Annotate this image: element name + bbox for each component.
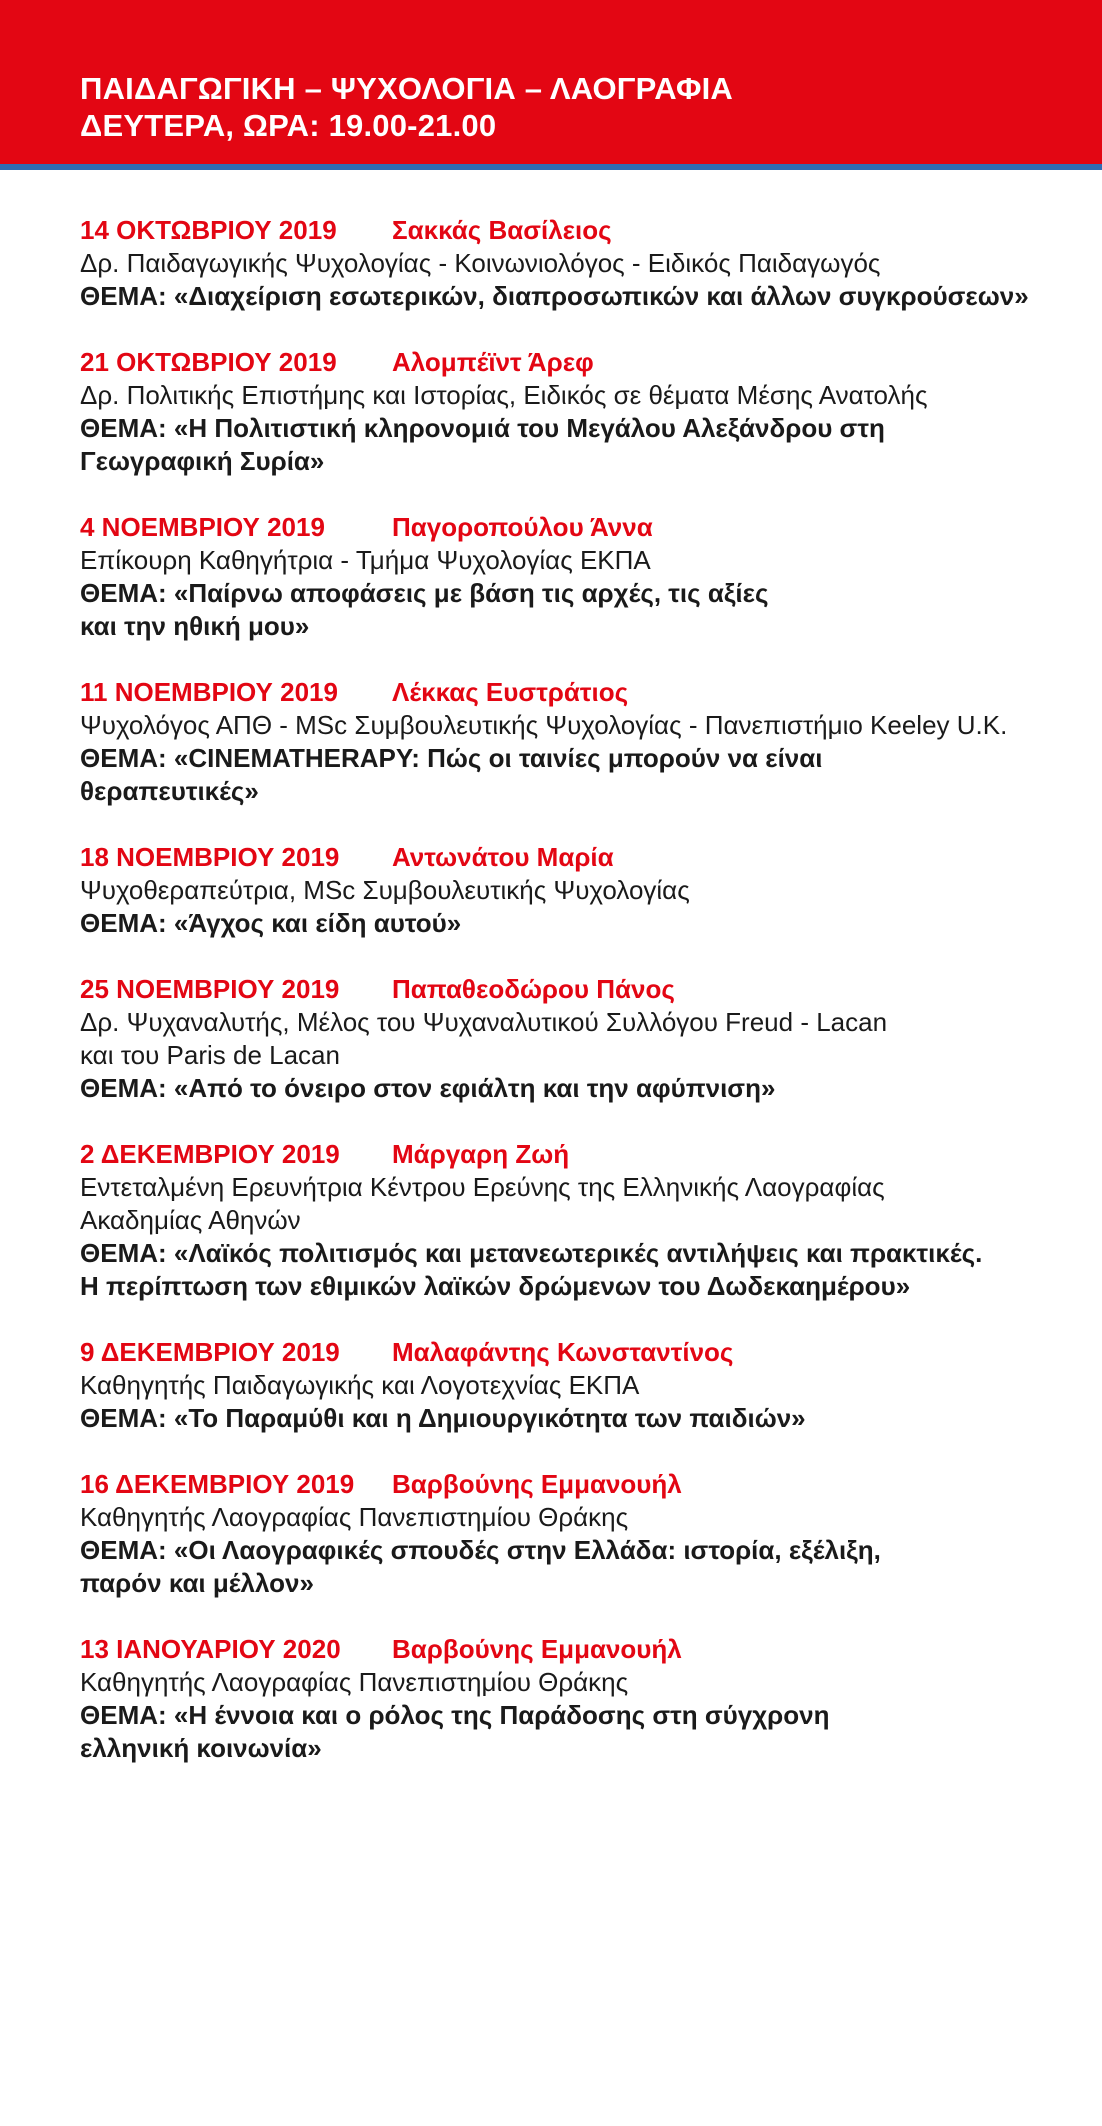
speaker-credentials: Καθηγητής Παιδαγωγικής και Λογοτεχνίας ΕΚΠΑ <box>80 1370 640 1400</box>
event-heading <box>80 1468 1080 1501</box>
speaker-credentials: Δρ. Παιδαγωγικής Ψυχολογίας - Κοινωνιολόγος - Ειδικός Παιδαγωγός <box>80 248 881 278</box>
speaker-credentials: Δρ. Ψυχαναλυτής, Μέλος του Ψυχαναλυτικού Συλλόγου Freud - Lacan <box>80 1007 888 1037</box>
event-topic: και την ηθική μου» <box>80 611 310 641</box>
event-heading <box>80 1336 1080 1369</box>
schedule-text: ΔΕΥΤΕΡΑ, ΩΡΑ: 19.00-21.00 <box>80 108 497 143</box>
event-item <box>80 346 1080 478</box>
event-date: 2 ΔΕΚΕΜΒΡΙΟΥ 2019 <box>80 1139 340 1169</box>
speaker-credentials: και του Paris de Lacan <box>80 1040 340 1070</box>
event-topic: ΘΕΜΑ: «Λαϊκός πολιτισμός και μετανεωτερικές αντιλήψεις και πρακτικές. <box>80 1238 983 1268</box>
event-topic: Γεωγραφική Συρία» <box>80 446 325 476</box>
event-date: 9 ΔΕΚΕΜΒΡΙΟΥ 2019 <box>80 1337 340 1367</box>
speaker-credentials: Ψυχολόγος ΑΠΘ - MSc Συμβουλευτικής Ψυχολογίας - Πανεπιστήμιο Keeley U.K. <box>80 710 1008 740</box>
event-speaker: Βαρβούνης Εμμανουήλ <box>392 1469 682 1499</box>
event-topic: ΘΕΜΑ: «Άγχος και είδη αυτού» <box>80 908 462 938</box>
event-date: 21 ΟΚΤΩΒΡΙΟΥ 2019 <box>80 347 337 377</box>
speaker-credentials: Ακαδημίας Αθηνών <box>80 1205 301 1235</box>
event-item <box>80 841 1080 940</box>
event-item <box>80 1468 1080 1600</box>
event-speaker: Λέκκας Ευστράτιος <box>392 677 629 707</box>
page-header <box>0 0 1102 170</box>
event-item <box>80 973 1080 1105</box>
event-heading <box>80 841 1080 874</box>
event-topic: ΘΕΜΑ: «Η έννοια και ο ρόλος της Παράδοσης στη σύγχρονη <box>80 1700 830 1730</box>
events-list <box>80 214 1080 1798</box>
event-speaker: Αλομπέϊντ Άρεφ <box>392 347 594 377</box>
event-speaker: Παπαθεοδώρου Πάνος <box>392 974 675 1004</box>
event-topic: Η περίπτωση των εθιμικών λαϊκών δρώμενων του Δωδεκαημέρου» <box>80 1271 911 1301</box>
event-heading <box>80 346 1080 379</box>
event-item <box>80 214 1080 313</box>
event-speaker: Μάργαρη Ζωή <box>392 1139 570 1169</box>
event-date: 11 ΝΟΕΜΒΡΙΟΥ 2019 <box>80 677 338 707</box>
event-topic: παρόν και μέλλον» <box>80 1568 314 1598</box>
event-speaker: Παγοροπούλου Άννα <box>392 512 653 542</box>
event-heading <box>80 1633 1080 1666</box>
event-heading <box>80 511 1080 544</box>
event-heading <box>80 214 1080 247</box>
speaker-credentials: Ψυχοθεραπεύτρια, MSc Συμβουλευτικής Ψυχολογίας <box>80 875 690 905</box>
event-topic: ΘΕΜΑ: «Παίρνω αποφάσεις με βάση τις αρχές, τις αξίες <box>80 578 769 608</box>
event-item <box>80 511 1080 643</box>
event-item <box>80 1633 1080 1765</box>
event-topic: ΘΕΜΑ: «Από το όνειρο στον εφιάλτη και την αφύπνιση» <box>80 1073 776 1103</box>
event-topic: ΘΕΜΑ: «Η Πολιτιστική κληρονομιά του Μεγάλου Αλεξάνδρου στη <box>80 413 885 443</box>
event-topic: ΘΕΜΑ: «CINEMATHERAPY: Πώς οι ταινίες μπορούν να είναι <box>80 743 823 773</box>
speaker-credentials: Εντεταλμένη Ερευνήτρια Κέντρου Ερεύνης της Ελληνικής Λαογραφίας <box>80 1172 885 1202</box>
event-speaker: Σακκάς Βασίλειος <box>392 215 612 245</box>
speaker-credentials: Επίκουρη Καθηγήτρια - Τμήμα Ψυχολογίας ΕΚΠΑ <box>80 545 651 575</box>
event-topic: ελληνική κοινωνία» <box>80 1733 322 1763</box>
event-speaker: Μαλαφάντης Κωνσταντίνος <box>392 1337 734 1367</box>
page-title: ΠΑΙΔΑΓΩΓΙΚΗ – ΨΥΧΟΛΟΓΙΑ – ΛΑΟΓΡΑΦΙΑ <box>80 71 734 106</box>
event-date: 25 ΝΟΕΜΒΡΙΟΥ 2019 <box>80 974 340 1004</box>
event-date: 4 ΝΟΕΜΒΡΙΟΥ 2019 <box>80 512 325 542</box>
event-date: 18 ΝΟΕΜΒΡΙΟΥ 2019 <box>80 842 340 872</box>
speaker-credentials: Καθηγητής Λαογραφίας Πανεπιστημίου Θράκης <box>80 1667 629 1697</box>
event-topic: ΘΕΜΑ: «Το Παραμύθι και η Δημιουργικότητα των παιδιών» <box>80 1403 806 1433</box>
event-date: 14 ΟΚΤΩΒΡΙΟΥ 2019 <box>80 215 337 245</box>
event-date: 16 ΔΕΚΕΜΒΡΙΟΥ 2019 <box>80 1469 355 1499</box>
event-topic: ΘΕΜΑ: «Οι Λαογραφικές σπουδές στην Ελλάδα: ιστορία, εξέλιξη, <box>80 1535 881 1565</box>
event-topic: ΘΕΜΑ: «Διαχείριση εσωτερικών, διαπροσωπικών και άλλων συγκρούσεων» <box>80 281 1029 311</box>
event-item <box>80 1336 1080 1435</box>
event-topic: θεραπευτικές» <box>80 776 259 806</box>
event-heading <box>80 1138 1080 1171</box>
event-date: 13 ΙΑΝΟΥΑΡΙΟΥ 2020 <box>80 1634 341 1664</box>
event-speaker: Βαρβούνης Εμμανουήλ <box>392 1634 682 1664</box>
speaker-credentials: Δρ. Πολιτικής Επιστήμης και Ιστορίας, Ειδικός σε θέματα Μέσης Ανατολής <box>80 380 928 410</box>
event-heading <box>80 973 1080 1006</box>
event-heading <box>80 676 1080 709</box>
speaker-credentials: Καθηγητής Λαογραφίας Πανεπιστημίου Θράκης <box>80 1502 629 1532</box>
event-item <box>80 1138 1080 1303</box>
event-item <box>80 676 1080 808</box>
event-speaker: Αντωνάτου Μαρία <box>392 842 614 872</box>
